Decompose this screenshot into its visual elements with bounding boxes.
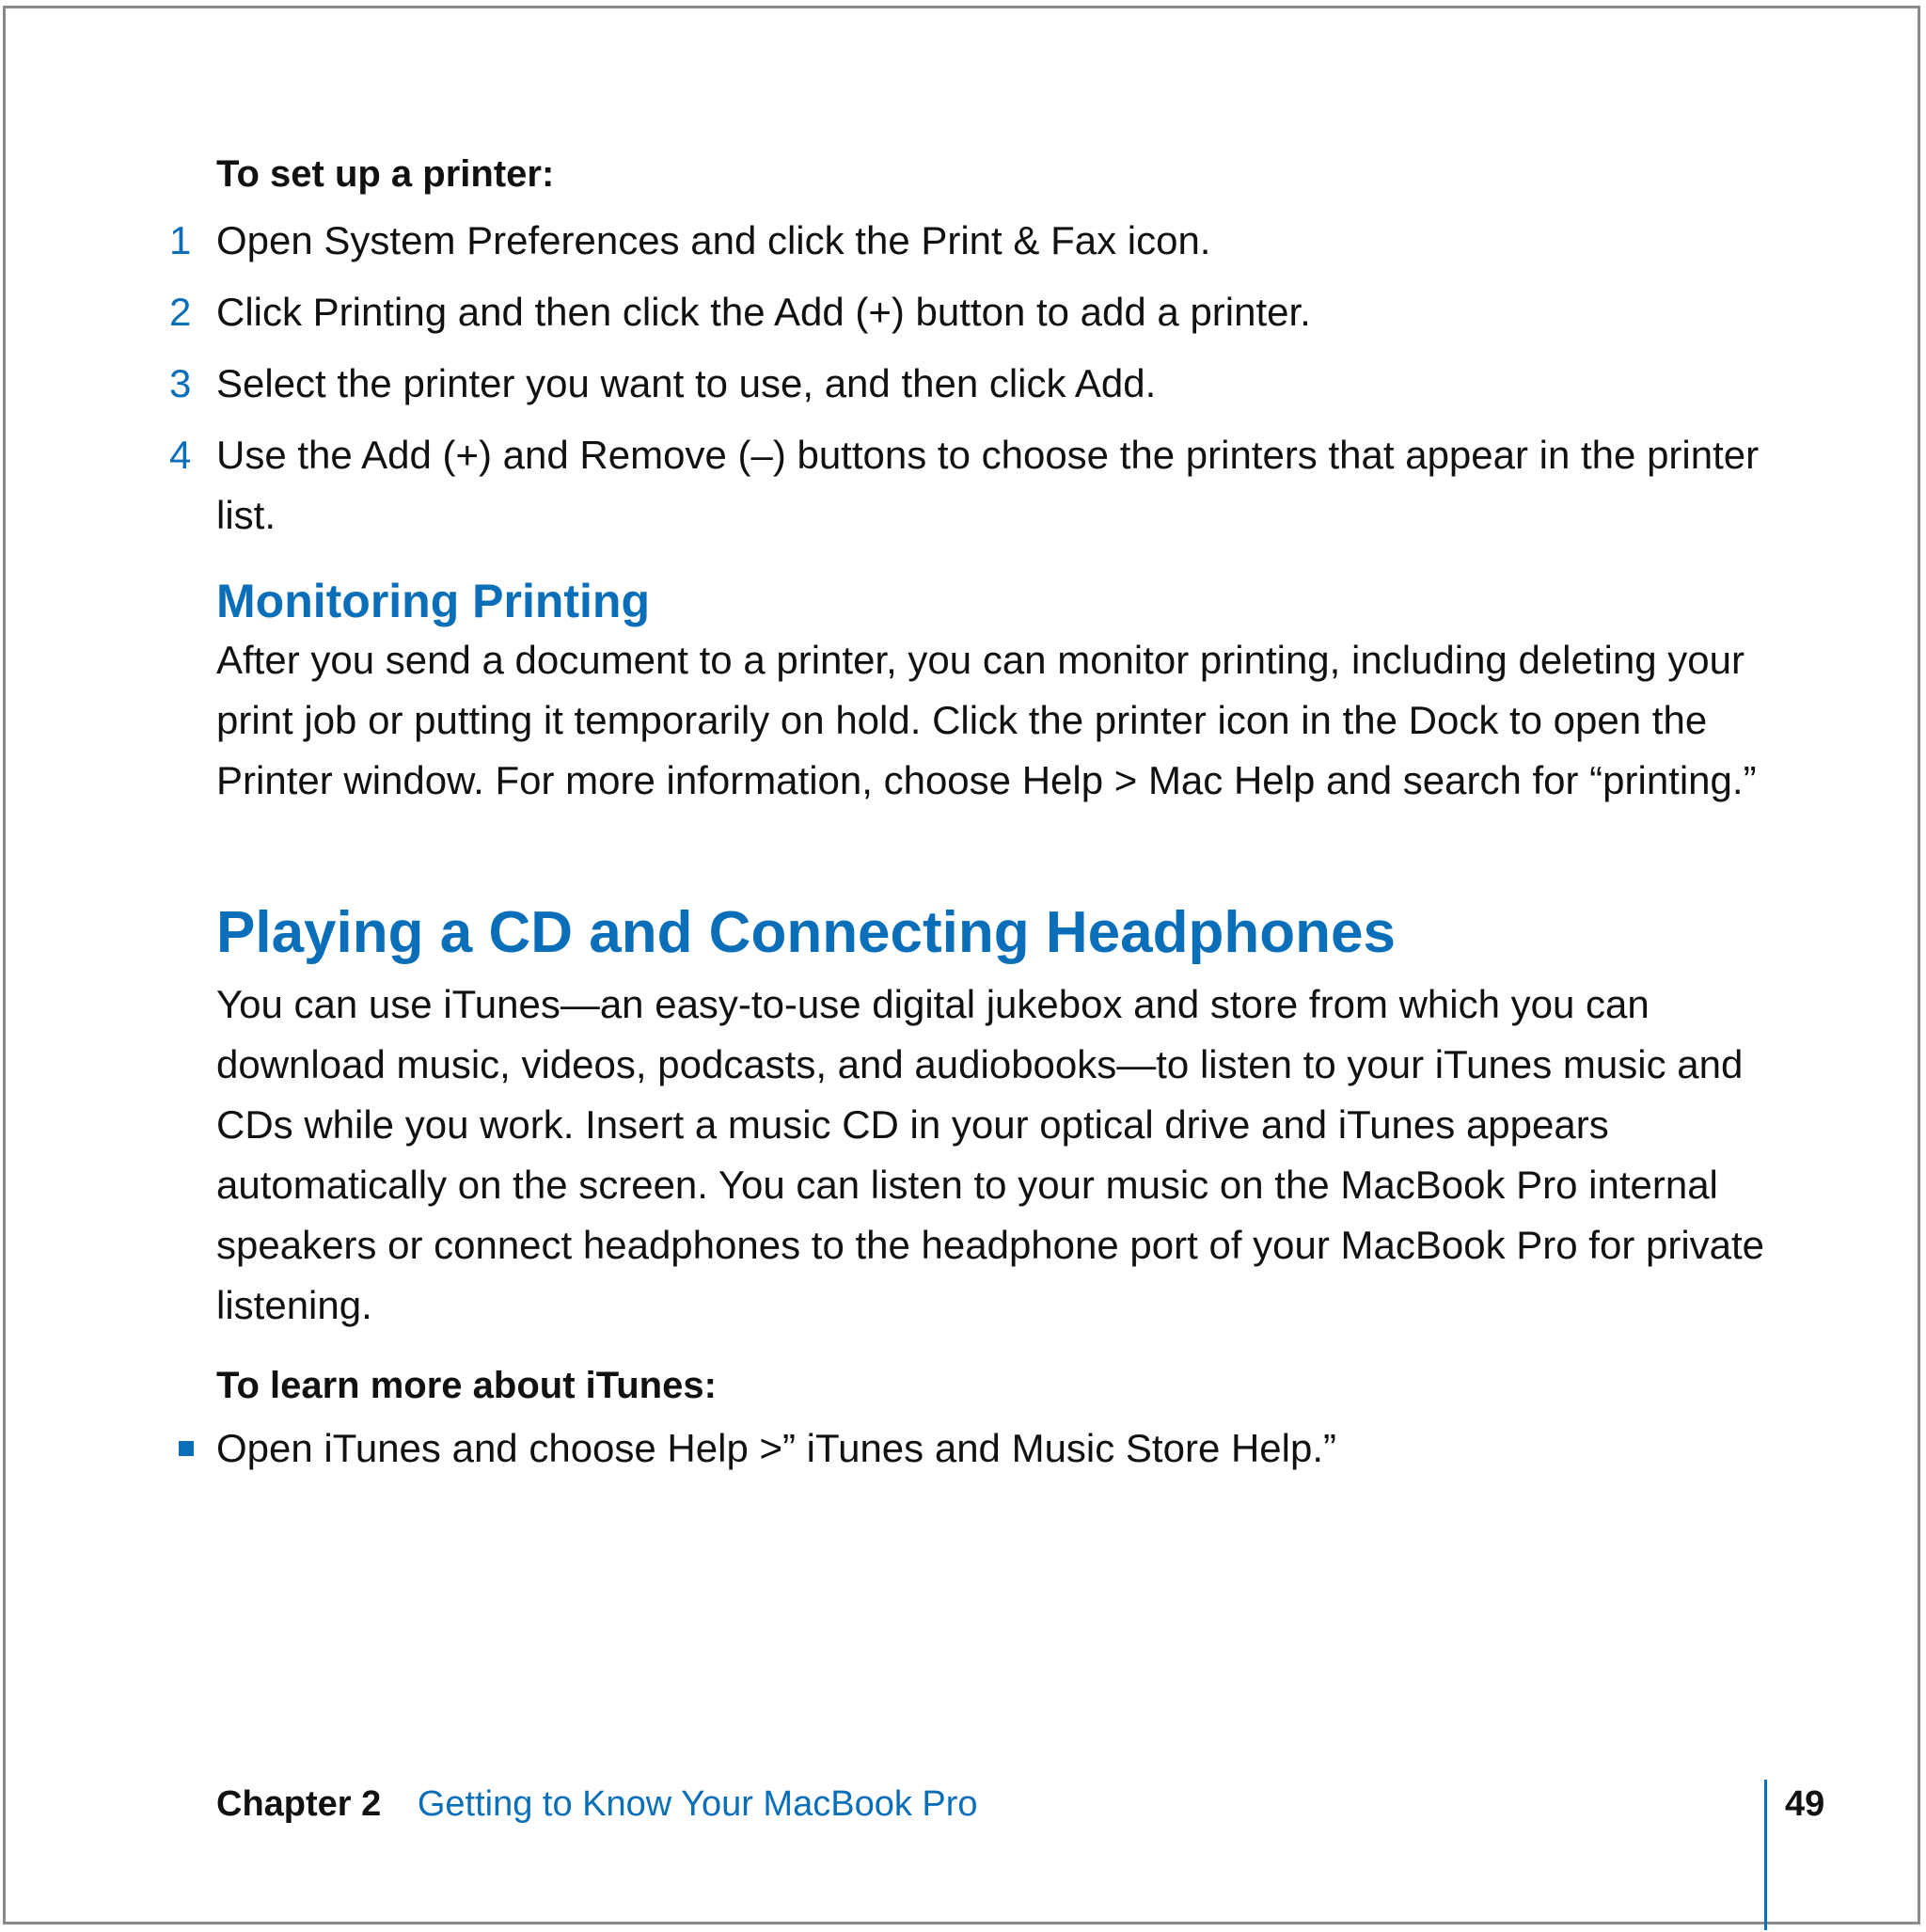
learn-itunes-list	[216, 1418, 1777, 1479]
step-number: 2	[169, 290, 192, 334]
step-text: Open System Preferences and click the Print & Fax icon.	[216, 218, 1211, 262]
page-number: 49	[1785, 1784, 1825, 1824]
step-item	[169, 354, 1777, 414]
step-item	[169, 211, 1777, 271]
square-bullet-icon	[179, 1441, 194, 1456]
monitoring-printing-body: After you send a document to a printer, you can monitor printing, including deleting your print job or putting it temporarily on hold. Click the printer icon in the Dock to open the Printer window. For more information, choose Help > Mac Help and search for “printing.”	[216, 638, 1757, 802]
chapter-title: Getting to Know Your MacBook Pro	[417, 1784, 978, 1824]
step-item	[169, 282, 1777, 342]
step-number: 1	[169, 218, 192, 262]
setup-printer-heading: To set up a printer:	[216, 153, 555, 195]
page-content	[169, 150, 1777, 1479]
list-item	[216, 1418, 1777, 1479]
page-footer	[216, 1780, 978, 1829]
step-text: Use the Add (+) and Remove (–) buttons to choose the printers that appear in the printer list.	[216, 433, 1760, 537]
step-text: Select the printer you want to use, and then click Add.	[216, 361, 1157, 405]
footer-divider	[1764, 1780, 1767, 1930]
bullet-text: Open iTunes and choose Help >” iTunes and Music Store Help.”	[216, 1426, 1337, 1470]
step-number: 3	[169, 361, 192, 405]
chapter-label: Chapter 2	[216, 1784, 382, 1824]
cd-headphones-body: You can use iTunes—an easy-to-use digital jukebox and store from which you can download music, videos, podcasts, and audiobooks—to listen to your iTunes music and CDs while you work. Insert a music CD in your optical drive and iTunes appears automatically on the screen. You can listen to your music on the MacBook Pro internal speakers or connect headphones to the headphone port of your MacBook Pro for private listening.	[216, 982, 1765, 1327]
step-number: 4	[169, 433, 192, 477]
setup-steps-list	[169, 211, 1777, 546]
cd-headphones-heading: Playing a CD and Connecting Headphones	[216, 900, 1396, 965]
step-item	[169, 425, 1777, 546]
monitoring-printing-heading: Monitoring Printing	[216, 575, 651, 627]
learn-itunes-heading: To learn more about iTunes:	[216, 1365, 717, 1406]
step-text: Click Printing and then click the Add (+) button to add a printer.	[216, 290, 1311, 334]
